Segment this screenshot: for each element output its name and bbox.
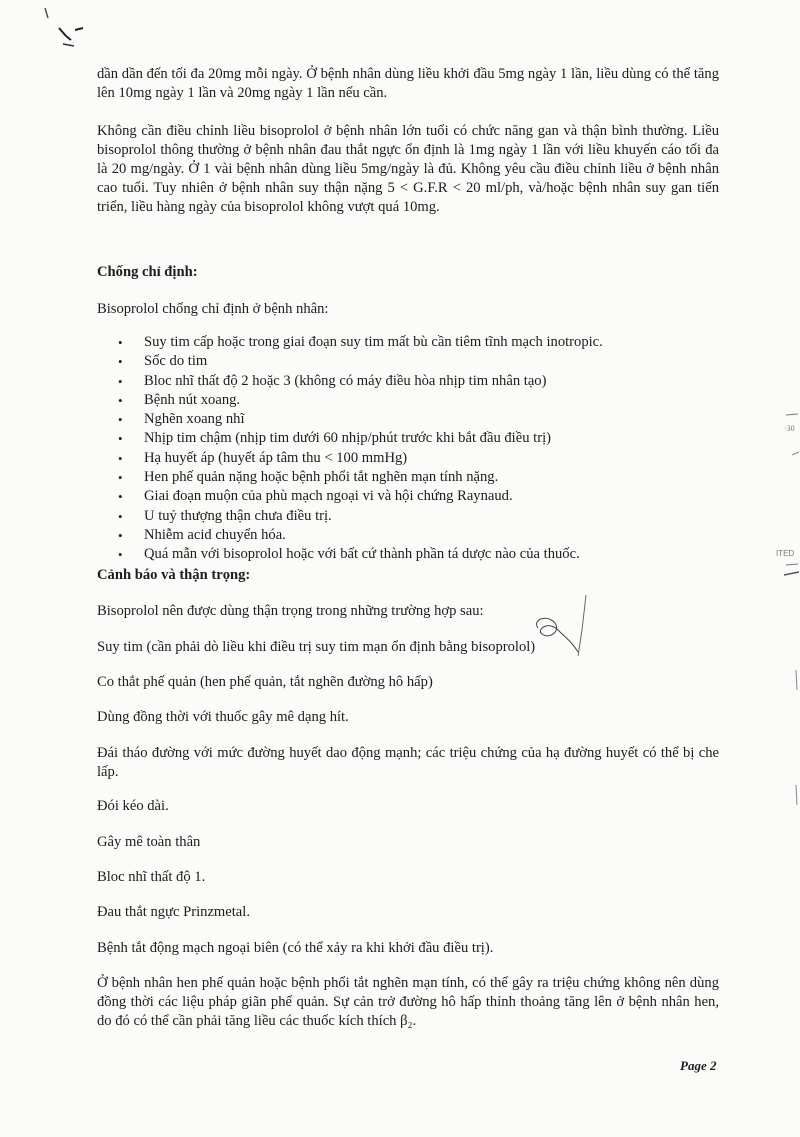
bullet-icon: • — [118, 335, 123, 350]
paragraph-dose-elderly: Không cần điều chỉnh liều bisoprolol ở bệnh nhân lớn tuổi có chức năng gan và thận bình thường. Liều bisoprolol thông thường ở bệnh nhân đau thắt ngực ổn định là 1mg ngày 1 lần với liều khuyến cáo tối đa là 20 mg/ngày. Ở 1 vài bệnh nhân dùng liều 5mg/ngày là đủ. Không yêu cầu điều chỉnh liều ở bệnh nhân cao tuổi. Tuy nhiên ở bệnh nhân suy thận nặng 5 < G.F.R < 20 ml/ph, và/hoặc bệnh nhân suy gan tiến triển, liều hàng ngày của bisoprolol không vượt quá 10mg. — [97, 123, 719, 215]
list-item-text: Sốc do tim — [144, 353, 208, 370]
bullet-icon: • — [118, 450, 123, 466]
list-item-text: Suy tim cấp hoặc trong giai đoạn suy tim mất bù cần tiêm tĩnh mạch inotropic. — [144, 334, 603, 350]
warning-anesthetic: Dùng đồng thời với thuốc gây mê dạng hít. — [97, 709, 349, 725]
list-item-text: U tuỷ thượng thận chưa điều trị. — [144, 507, 332, 524]
list-item — [118, 333, 698, 352]
list-item-text: Hen phế quản nặng hoặc bệnh phổi tắt nghẽn mạn tính nặng. — [144, 469, 499, 486]
list-item-text: Giai đoạn muộn của phù mạch ngoại vi và hội chứng Raynaud. — [144, 488, 513, 505]
list-item-text: Bloc nhĩ thất độ 2 hoặc 3 (không có máy điều hòa nhịp tim nhân tạo) — [144, 372, 547, 389]
scan-mark-icon — [40, 0, 90, 60]
bullet-icon: • — [118, 373, 123, 389]
warnings-intro: Bisoprolol nên được dùng thận trọng trong những trường hợp sau: — [97, 603, 484, 619]
warning-av-block: Bloc nhĩ thất độ 1. — [97, 869, 206, 885]
paragraph-dose-continue: dần dần đến tối đa 20mg mỗi ngày. Ở bệnh nhân dùng liều khởi đầu 5mg ngày 1 lần, liều dùng có thể tăng lên 10mg ngày 1 lần và 20mg ngày 1 lần nếu cần. — [97, 66, 719, 101]
warning-general-anesthesia: Gây mê toàn thân — [97, 834, 201, 850]
contraindications-list — [118, 333, 698, 565]
bullet-icon: • — [118, 489, 123, 505]
list-item — [118, 507, 698, 526]
list-item — [118, 468, 698, 487]
warning-bronchospasm: Co thắt phế quản (hen phế quản, tắt nghẽn đường hô hấp) — [97, 674, 433, 690]
list-item-text: Nghẽn xoang nhĩ — [144, 411, 245, 428]
page-number: Page 2 — [680, 1058, 717, 1073]
warnings-heading: Cảnh báo và thận trọng: — [97, 567, 251, 583]
list-item-text: Nhiễm acid chuyển hóa. — [144, 526, 286, 543]
margin-text: ·30 — [784, 424, 795, 433]
bullet-icon: • — [118, 470, 123, 486]
list-item — [118, 391, 698, 410]
warning-prinzmetal: Đau thắt ngực Prinzmetal. — [97, 904, 250, 920]
bullet-icon: • — [118, 392, 123, 408]
list-item — [118, 372, 698, 391]
list-item — [118, 526, 698, 545]
warning-asthma: Ở bệnh nhân hen phế quản hoặc bệnh phổi tắt nghẽn mạn tính, có thể gây ra triệu chứng không nên dùng đồng thời các liệu pháp giãn phế quản. Sự cản trở đường hô hấp thỉnh thoảng tăng lên ở bệnh nhân hen, do đó có thể cần phải tăng liều các thuốc kích thích β₂. — [97, 975, 719, 1029]
contraindications-heading: Chống chỉ định: — [97, 264, 198, 280]
warning-peripheral: Bệnh tắt động mạch ngoại biên (có thể xảy ra khi khởi đầu điều trị). — [97, 940, 494, 956]
list-item-text: Nhịp tim chậm (nhịp tim dưới 60 nhịp/phút trước khi bắt đầu điều trị) — [144, 430, 551, 447]
list-item — [118, 545, 698, 564]
bullet-icon: • — [118, 412, 123, 428]
list-item — [118, 352, 698, 371]
contraindications-intro: Bisoprolol chống chỉ định ở bệnh nhân: — [97, 301, 329, 317]
warning-diabetes: Đái tháo đường với mức đường huyết dao động mạnh; các triệu chứng của hạ đường huyết có thể bị che lấp. — [97, 745, 719, 780]
warning-fasting: Đói kéo dài. — [97, 798, 169, 814]
list-item-text: Quá mẫn với bisoprolol hoặc với bất cứ thành phần tá dược nào của thuốc. — [144, 546, 580, 563]
bullet-icon: • — [118, 527, 123, 543]
margin-text: ITED — [776, 549, 795, 558]
list-item — [118, 429, 698, 448]
bullet-icon: • — [118, 508, 123, 524]
list-item-text: Bệnh nút xoang. — [144, 391, 241, 408]
bullet-icon: • — [118, 354, 123, 370]
list-item — [118, 410, 698, 429]
warning-heart-failure: Suy tim (cần phải dò liều khi điều trị suy tim mạn ổn định bằng bisoprolol) — [97, 639, 536, 655]
bullet-icon: • — [118, 431, 123, 447]
list-item — [118, 487, 698, 506]
list-item — [118, 449, 698, 468]
list-item-text: Hạ huyết áp (huyết áp tâm thu < 100 mmHg) — [144, 449, 408, 466]
margin-artifact-icon — [782, 400, 800, 820]
bullet-icon: • — [118, 547, 123, 563]
